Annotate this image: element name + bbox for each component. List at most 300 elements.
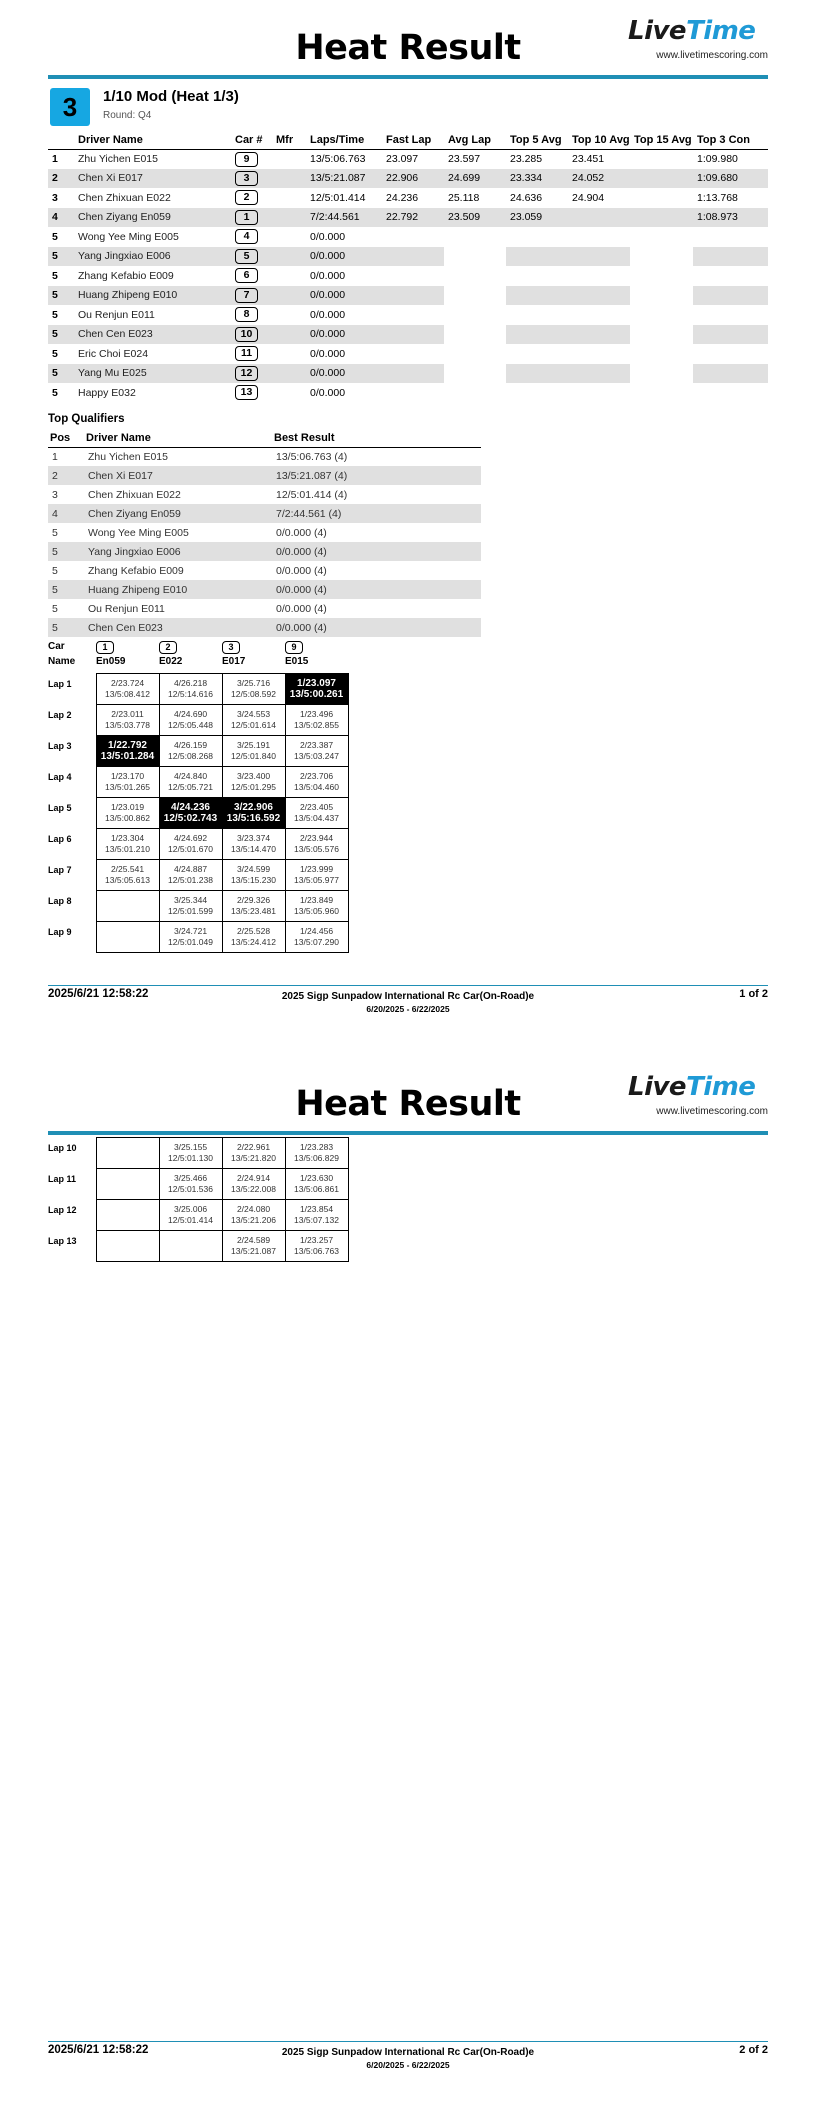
results-cell-driver: Happy E032 (78, 386, 136, 399)
lap-cell-position-time: 2/24.589 (236, 1235, 271, 1245)
lap-cell-projected: 12/5:05.448 (168, 720, 213, 730)
heat-title: 1/10 Mod (Heat 1/3) (103, 88, 239, 105)
results-row (48, 305, 768, 325)
top-qualifiers-header-row (48, 430, 481, 447)
lap-label: Lap 12 (48, 1204, 77, 1215)
tq-row (48, 504, 481, 523)
lap-cell-position-time: 3/25.191 (236, 740, 271, 750)
tq-cell-pos: 5 (48, 618, 84, 637)
lap-cell-position-time: 2/22.961 (236, 1142, 271, 1152)
results-cell-mfr (272, 266, 306, 286)
lap-cell (96, 1200, 159, 1231)
lap-cell (159, 736, 222, 767)
lap-cell (96, 891, 159, 922)
livetime-logo (626, 16, 768, 64)
lap-cell-projected: 13/5:07.132 (294, 1215, 339, 1225)
lap-cell-position-time: 2/23.724 (110, 678, 145, 688)
results-cell-avg (444, 286, 506, 306)
lap-cell-position-time: 1/23.257 (299, 1235, 334, 1245)
results-cell-driver: Chen Ziyang En059 (74, 208, 231, 228)
tq-cell-pos: 4 (48, 504, 84, 523)
lap-row (48, 1169, 348, 1200)
tq-cell-best: 0/0.000 (4) (276, 564, 327, 577)
results-cell-fast (382, 247, 444, 267)
results-cell-car (231, 188, 272, 208)
results-cell-top10 (568, 325, 630, 345)
results-cell-driver: Yang Mu E025 (74, 364, 231, 384)
page-title: Heat Result (295, 1084, 521, 1124)
lap-cell-projected: 12/5:01.414 (168, 1215, 213, 1225)
lap-cell (285, 891, 348, 922)
results-cell-top10 (568, 364, 630, 384)
results-cell-driver: Chen Xi E017 (74, 169, 231, 189)
results-cell-top5: 24.636 (510, 191, 543, 204)
results-row (48, 383, 768, 403)
footer-timestamp: 2025/6/21 12:58:22 (48, 988, 149, 1000)
car-number-badge: 1 (235, 210, 258, 225)
lap-cell (285, 798, 348, 829)
lap-cell (222, 1200, 285, 1231)
results-col-header: Laps/Time (306, 131, 382, 149)
lap-cell-position-time: 1/23.019 (110, 802, 145, 812)
lap-row (48, 829, 348, 860)
lap-cell (222, 891, 285, 922)
results-cell-driver: Wong Yee Ming E005 (78, 230, 179, 243)
lap-cell-position-time: 2/23.706 (299, 771, 334, 781)
tq-col-header: Pos (48, 430, 84, 447)
footer-rule (48, 985, 768, 986)
lap-cell-position-time: 2/23.011 (111, 709, 144, 719)
tq-row (48, 618, 481, 637)
lap-cell-position-time: 1/24.456 (299, 926, 334, 936)
lap-cell-projected: 12/5:01.049 (168, 937, 213, 947)
lap-label: Lap 3 (48, 740, 72, 751)
results-cell-pos: 5 (52, 230, 58, 243)
results-cell-top15 (630, 383, 693, 403)
results-cell-driver: Zhu Yichen E015 (78, 153, 158, 165)
results-col-header: Top 15 Avg (630, 131, 693, 149)
results-cell-top3con: 1:09.980 (697, 153, 738, 165)
tq-row (48, 466, 481, 485)
results-cell-fast (382, 364, 444, 384)
lap-cell-projected: 13/5:15.230 (231, 875, 276, 885)
tq-cell-best: 0/0.000 (4) (276, 526, 327, 539)
results-cell-fast (382, 286, 444, 306)
lap-cell (96, 767, 159, 798)
lap-cell-position-time: 3/25.344 (173, 895, 208, 905)
lap-cell (159, 705, 222, 736)
lap-cell-projected: 13/5:06.861 (294, 1184, 339, 1194)
results-cell-laps_time: 12/5:01.414 (310, 191, 366, 204)
lap-cell-projected: 13/5:07.290 (294, 937, 339, 947)
lap-row (48, 1231, 348, 1262)
results-cell-fast: 23.097 (386, 153, 419, 165)
lap-chart-name-label: Name (48, 656, 76, 667)
results-cell-top5 (506, 344, 568, 364)
lap-cell-projected: 13/5:05.576 (294, 844, 339, 854)
tq-cell-pos: 5 (52, 564, 58, 577)
lap-chart-driver-name: E022 (159, 656, 183, 667)
footer-rule (48, 2041, 768, 2042)
tq-cell-best: 13/5:06.763 (4) (276, 450, 348, 463)
lap-label: Lap 10 (48, 1142, 77, 1153)
results-cell-top3con (693, 344, 768, 364)
results-cell-mfr (272, 286, 306, 306)
results-cell-top3con (693, 266, 768, 286)
results-cell-avg (444, 364, 506, 384)
results-col-header (48, 131, 74, 149)
results-row (48, 227, 768, 247)
tq-col-header: Driver Name (84, 430, 272, 447)
lap-cell (285, 736, 348, 767)
results-cell-avg (444, 325, 506, 345)
lap-cell-projected: 13/5:03.247 (294, 751, 339, 761)
tq-cell-best: 0/0.000 (4) (272, 542, 481, 561)
results-col-header: Car # (231, 131, 272, 149)
lap-cell (159, 674, 222, 705)
footer-dates: 6/20/2025 - 6/22/2025 (366, 2060, 450, 2070)
lap-cell-position-time: 1/23.854 (299, 1204, 334, 1214)
car-number-badge: 9 (285, 641, 303, 654)
tq-cell-pos: 2 (48, 466, 84, 485)
lap-cell (285, 829, 348, 860)
logo-url: www.livetimescoring.com (656, 50, 768, 61)
car-number-badge: 7 (235, 288, 258, 303)
lap-row (48, 674, 348, 705)
lap-cell-projected: 12/5:01.130 (168, 1153, 213, 1163)
results-cell-avg: 23.509 (444, 208, 506, 228)
tq-row (48, 447, 481, 466)
results-cell-laps_time: 0/0.000 (306, 325, 382, 345)
results-table (48, 131, 768, 403)
car-number-badge: 3 (222, 641, 240, 654)
lap-cell (285, 705, 348, 736)
lap-chart-driver-name: En059 (96, 656, 126, 667)
results-cell-top15 (630, 169, 693, 189)
tq-cell-pos: 5 (48, 542, 84, 561)
lap-cell-projected: 13/5:16.592 (226, 813, 281, 824)
results-cell-pos: 5 (48, 286, 74, 306)
lap-cell-position-time: 1/23.283 (299, 1142, 334, 1152)
results-cell-laps_time: 13/5:06.763 (310, 153, 366, 165)
lap-cell (222, 767, 285, 798)
results-col-header: Top 5 Avg (506, 131, 568, 149)
lap-cell (285, 674, 348, 705)
lap-cell (159, 798, 222, 829)
results-col-header: Top 3 Con (693, 131, 768, 149)
car-number-badge: 2 (235, 190, 258, 205)
lap-cell-position-time: 4/24.690 (173, 709, 208, 719)
results-cell-top3con (693, 247, 768, 267)
lap-cell (159, 1231, 222, 1262)
lap-cell (96, 922, 159, 953)
results-cell-top15 (630, 344, 693, 364)
tq-cell-driver: Chen Cen E023 (84, 618, 272, 637)
results-cell-top5 (506, 383, 568, 403)
lap-cell (285, 860, 348, 891)
results-cell-avg (444, 227, 506, 247)
lap-row (48, 860, 348, 891)
lap-cell-projected: 12/5:01.295 (231, 782, 276, 792)
tq-cell-driver: Zhang Kefabio E009 (88, 564, 184, 577)
results-cell-car (231, 149, 272, 169)
lap-chart-grid-page-2 (48, 1137, 349, 1262)
results-cell-fast: 24.236 (386, 191, 419, 204)
results-cell-top10 (568, 227, 630, 247)
results-row (48, 325, 768, 345)
results-cell-avg (444, 383, 506, 403)
lap-cell-projected: 12/5:01.614 (231, 720, 276, 730)
lap-chart-grid-page-1 (48, 673, 349, 953)
header-rule (48, 75, 768, 79)
tq-cell-driver: Ou Renjun E011 (88, 602, 165, 615)
results-cell-laps_time: 13/5:21.087 (306, 169, 382, 189)
car-number-badge: 5 (235, 249, 258, 264)
lap-cell-position-time: 1/23.097 (297, 678, 336, 689)
car-number-badge: 12 (235, 366, 258, 381)
lap-cell-position-time: 2/29.326 (236, 895, 271, 905)
tq-cell-driver: Chen Ziyang En059 (84, 504, 272, 523)
lap-label: Lap 5 (48, 802, 72, 813)
top-qualifiers-title: Top Qualifiers (48, 413, 125, 425)
results-row (48, 364, 768, 384)
lap-cell (222, 922, 285, 953)
results-cell-car (231, 305, 272, 325)
tq-cell-pos: 5 (52, 602, 58, 615)
lap-cell-position-time: 2/25.528 (236, 926, 271, 936)
footer-page-number: 1 of 2 (739, 988, 768, 1000)
results-cell-top10 (568, 266, 630, 286)
results-cell-car (231, 286, 272, 306)
lap-cell (159, 1138, 222, 1169)
lap-cell (96, 674, 159, 705)
lap-cell-position-time: 4/26.159 (173, 740, 208, 750)
lap-cell (159, 767, 222, 798)
results-cell-top5: 23.334 (506, 169, 568, 189)
results-cell-driver: Eric Choi E024 (78, 347, 149, 360)
lap-cell (96, 736, 159, 767)
lap-cell-position-time: 1/23.496 (299, 709, 334, 719)
results-row (48, 286, 768, 306)
lap-cell (222, 1138, 285, 1169)
lap-cell-projected: 12/5:01.840 (231, 751, 276, 761)
lap-cell (222, 798, 285, 829)
footer-timestamp: 2025/6/21 12:58:22 (48, 2044, 149, 2056)
lap-row (48, 922, 348, 953)
results-cell-avg (444, 344, 506, 364)
results-cell-driver: Chen Cen E023 (74, 325, 231, 345)
tq-cell-best: 12/5:01.414 (4) (276, 488, 348, 501)
results-cell-avg: 24.699 (444, 169, 506, 189)
results-cell-fast (382, 344, 444, 364)
results-cell-pos: 5 (52, 347, 58, 360)
results-cell-top15 (630, 286, 693, 306)
lap-chart-driver-header (96, 641, 159, 667)
page-title: Heat Result (295, 28, 521, 68)
lap-cell (96, 1138, 159, 1169)
results-cell-top15 (630, 227, 693, 247)
car-number-badge: 2 (159, 641, 177, 654)
results-cell-pos: 5 (52, 386, 58, 399)
results-cell-car (231, 227, 272, 247)
results-cell-avg: 25.118 (448, 191, 480, 204)
lap-cell-projected: 13/5:22.008 (231, 1184, 276, 1194)
tq-cell-best: 0/0.000 (4) (272, 618, 481, 637)
lap-cell-position-time: 1/23.170 (110, 771, 145, 781)
lap-cell-projected: 13/5:05.977 (294, 875, 339, 885)
results-cell-top3con: 1:09.680 (693, 169, 768, 189)
lap-cell (159, 1200, 222, 1231)
lap-cell (159, 1169, 222, 1200)
tq-cell-best: 0/0.000 (4) (272, 580, 481, 599)
tq-cell-pos: 3 (52, 488, 58, 501)
lap-row (48, 1200, 348, 1231)
results-cell-top10: 23.451 (572, 153, 605, 165)
lap-cell-projected: 13/5:06.829 (294, 1153, 339, 1163)
results-cell-avg (444, 305, 506, 325)
lap-cell-projected: 13/5:08.412 (105, 689, 150, 699)
lap-label: Lap 8 (48, 895, 72, 906)
results-cell-driver: Zhang Kefabio E009 (78, 269, 174, 282)
results-cell-mfr (272, 325, 306, 345)
results-row (48, 169, 768, 189)
lap-cell-position-time: 2/25.541 (110, 864, 145, 874)
lap-row (48, 767, 348, 798)
results-cell-top15 (630, 266, 693, 286)
lap-cell-projected: 13/5:05.960 (294, 906, 339, 916)
results-col-header: Avg Lap (444, 131, 506, 149)
results-cell-top15 (630, 149, 693, 169)
lap-cell-position-time: 2/24.080 (236, 1204, 271, 1214)
tq-row (48, 599, 481, 618)
lap-cell-projected: 12/5:14.616 (168, 689, 213, 699)
lap-chart-driver-header (285, 641, 348, 667)
lap-cell-projected: 13/5:01.210 (105, 844, 150, 854)
results-cell-fast (382, 325, 444, 345)
lap-row (48, 736, 348, 767)
page-2 (0, 1056, 816, 2112)
results-cell-top15 (630, 364, 693, 384)
results-row (48, 208, 768, 228)
lap-label: Lap 4 (48, 771, 72, 782)
results-cell-car (231, 383, 272, 403)
lap-label: Lap 2 (48, 709, 72, 720)
lap-cell-projected: 13/5:00.261 (289, 689, 344, 700)
lap-cell-projected: 13/5:21.206 (231, 1215, 276, 1225)
lap-cell (285, 1200, 348, 1231)
results-cell-mfr (272, 208, 306, 228)
results-cell-top5: 23.059 (506, 208, 568, 228)
results-cell-car (231, 344, 272, 364)
results-cell-top15 (630, 208, 693, 228)
lap-cell-projected: 13/5:23.481 (231, 906, 276, 916)
results-cell-top5 (506, 286, 568, 306)
results-cell-top5 (506, 227, 568, 247)
tq-row (48, 485, 481, 504)
lap-cell-position-time: 3/24.599 (236, 864, 271, 874)
results-cell-top3con (693, 286, 768, 306)
lap-cell (285, 1169, 348, 1200)
lap-chart-car-label: Car (48, 641, 65, 652)
lap-chart-driver-header (159, 641, 222, 667)
lap-cell-projected: 12/5:02.743 (163, 813, 218, 824)
results-cell-mfr (272, 383, 306, 403)
lap-cell (96, 1169, 159, 1200)
lap-cell (159, 829, 222, 860)
tq-col-header: Best Result (272, 430, 481, 447)
tq-cell-best: 0/0.000 (4) (276, 602, 327, 615)
results-cell-pos: 2 (48, 169, 74, 189)
tq-cell-pos: 5 (48, 580, 84, 599)
lap-cell-position-time: 3/23.374 (236, 833, 271, 843)
lap-cell (159, 922, 222, 953)
lap-cell-projected: 12/5:01.599 (168, 906, 213, 916)
results-cell-car (231, 169, 272, 189)
results-cell-top10: 24.052 (568, 169, 630, 189)
lap-label: Lap 6 (48, 833, 72, 844)
lap-cell-projected: 13/5:21.087 (231, 1246, 276, 1256)
results-cell-mfr (272, 344, 306, 364)
lap-cell-position-time: 3/25.466 (173, 1173, 208, 1183)
results-cell-top15 (630, 188, 693, 208)
results-cell-top5 (506, 266, 568, 286)
results-cell-fast (382, 305, 444, 325)
car-number-badge: 3 (235, 171, 258, 186)
results-cell-top5 (506, 305, 568, 325)
results-cell-laps_time: 0/0.000 (306, 364, 382, 384)
lap-cell (96, 705, 159, 736)
lap-cell-projected: 13/5:02.855 (294, 720, 339, 730)
tq-row (48, 580, 481, 599)
lap-cell (285, 922, 348, 953)
results-cell-fast (382, 383, 444, 403)
results-cell-top15 (630, 305, 693, 325)
results-cell-car (231, 325, 272, 345)
logo-url: www.livetimescoring.com (656, 1106, 768, 1117)
lap-chart-header (48, 641, 368, 671)
lap-cell (96, 1231, 159, 1262)
lap-cell (285, 1231, 348, 1262)
tq-row (48, 561, 481, 580)
lap-label: Lap 7 (48, 864, 72, 875)
results-cell-mfr (272, 188, 306, 208)
results-cell-mfr (272, 305, 306, 325)
results-cell-pos: 3 (52, 191, 58, 204)
heat-round: Round: Q4 (103, 110, 152, 121)
results-cell-top3con: 1:13.768 (697, 191, 738, 204)
footer-page-number: 2 of 2 (739, 2044, 768, 2056)
results-cell-top10 (568, 247, 630, 267)
results-cell-mfr (272, 364, 306, 384)
results-cell-top3con (693, 325, 768, 345)
top-qualifiers-table (48, 430, 481, 637)
results-row (48, 149, 768, 169)
lap-cell-position-time: 1/23.849 (299, 895, 334, 905)
footer-event: 2025 Sigp Sunpadow International Rc Car(On-Road)e (281, 2047, 535, 2058)
lap-cell-position-time: 1/22.792 (108, 740, 147, 751)
results-cell-avg: 23.597 (448, 153, 481, 165)
tq-cell-driver: Huang Zhipeng E010 (84, 580, 272, 599)
lap-cell-position-time: 3/25.716 (236, 678, 271, 688)
lap-label: Lap 11 (48, 1173, 77, 1184)
lap-cell-projected: 12/5:01.536 (168, 1184, 213, 1194)
lap-cell-position-time: 2/23.387 (299, 740, 334, 750)
lap-chart-driver-header (222, 641, 285, 667)
results-col-header: Fast Lap (382, 131, 444, 149)
lap-label: Lap 9 (48, 926, 72, 937)
tq-cell-driver: Yang Jingxiao E006 (84, 542, 272, 561)
results-cell-pos: 5 (48, 364, 74, 384)
